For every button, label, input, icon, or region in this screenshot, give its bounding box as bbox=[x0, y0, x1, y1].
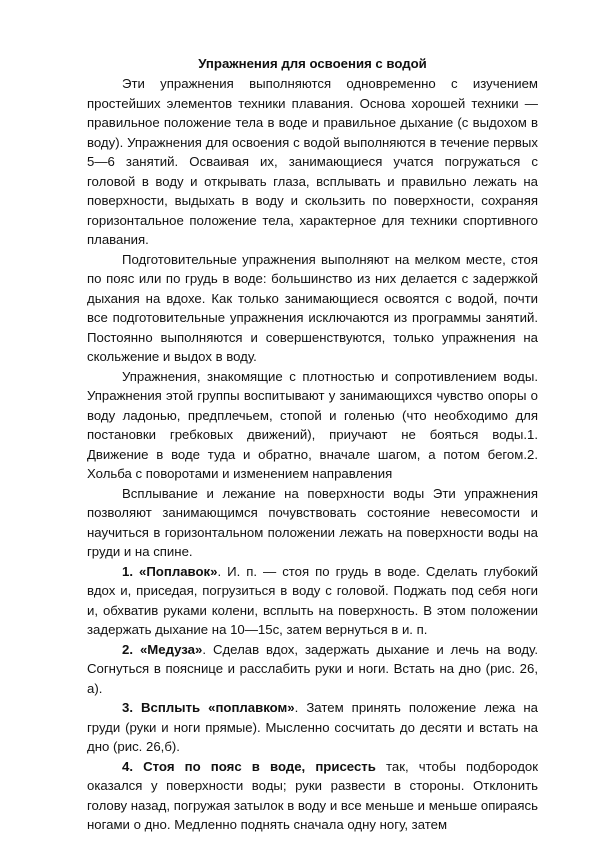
exercise-heading: 1. «Поплавок» bbox=[122, 563, 218, 579]
exercise-text: . И. п. — стоя по грудь в воде. Сделать глубокий вдох и, приседая, погрузиться в воду с головой. Поджать под себя ноги и, обхватив руками колени, всплыть на поверхность. В этом положении задержать дыхание на 10—15с, затем вернуться в и. п. bbox=[87, 563, 538, 637]
exercise-text: . Сделав вдох, задержать дыхание и лечь на воду. Согнуться в пояснице и расслабить руки и ноги. Встать на дно (рис. 26, а). bbox=[87, 641, 538, 696]
paragraph-text: Эти упражнения выполняются одновременно с изучением простейших элементов техники плавания. Основа хорошей техники — правильное положение тела в воде и правильное дыхание (с выдохом в воду). Упражнения для освоения с водой выполняются в течение первых 5—6 занятий. Осваивая их, занимающиеся учатся погружаться с головой в воду и открывать глаза, всплывать и правильно лежать на поверхности, выдыхать в воду и скользить по поверхности, сохраняя горизонтальное положение тела, характерное для техники спортивного плавания. bbox=[87, 76, 538, 247]
paragraph-preparatory bbox=[87, 250, 538, 367]
paragraph-text: Подготовительные упражнения выполняют на мелком месте, стоя по пояс или по грудь в воде: большинство из них делается с задержкой дыхания на вдохе. Как только занимающиеся освоятся с водой, почти все подготовительные упражнения исключаются из программы занятий. Постоянно выполняются и совершенствуются, только упражнения на скольжение и выдох в воду. bbox=[87, 251, 538, 364]
paragraph-text: Упражнения, знакомящие с плотностью и сопротивлением воды. Упражнения этой группы воспитывают у занимающихся чувство опоры о воду ладонью, предплечьем, стопой и голенью (что необходимо для постановки гребковых движений), приучают не бояться воды.1. Движение в воде туда и обратно, вначале шагом, а потом бегом.2. Хольба с поворотами и изменением направления bbox=[87, 368, 538, 481]
exercise-heading: 4. Стоя по пояс в воде, присесть bbox=[122, 758, 376, 774]
exercise-4 bbox=[87, 757, 538, 835]
exercise-text: . Затем принять положение лежа на груди (руки и ноги прямые). Мысленно сосчитать до десяти и встать на дно (рис. 26,б). bbox=[87, 700, 538, 754]
exercise-2 bbox=[87, 640, 538, 699]
page-title: Упражнения для освоения с водой bbox=[198, 56, 427, 71]
exercise-1 bbox=[87, 562, 538, 640]
paragraph-density bbox=[87, 367, 538, 484]
paragraph-intro bbox=[87, 74, 538, 250]
exercise-heading: 3. Всплыть «поплавком» bbox=[122, 700, 295, 715]
exercise-text: так, чтобы подбородок оказался у поверхности воды; руки развести в стороны. Отклонить голову назад, погружая затылок в воду и все меньше и меньше опираясь ногами о дно. Медленно поднять сначала одну ногу, затем bbox=[87, 758, 538, 832]
exercise-heading: 2. «Медуза» bbox=[122, 641, 203, 657]
paragraph-text: Всплывание и лежание на поверхности воды Эти упражнения позволяют занимающимся почувствовать состояние невесомости и научиться в горизонтальном положении лежать на поверхности воды на груди и на спине. bbox=[87, 485, 538, 559]
paragraph-floating bbox=[87, 484, 538, 562]
exercise-3 bbox=[87, 698, 538, 757]
